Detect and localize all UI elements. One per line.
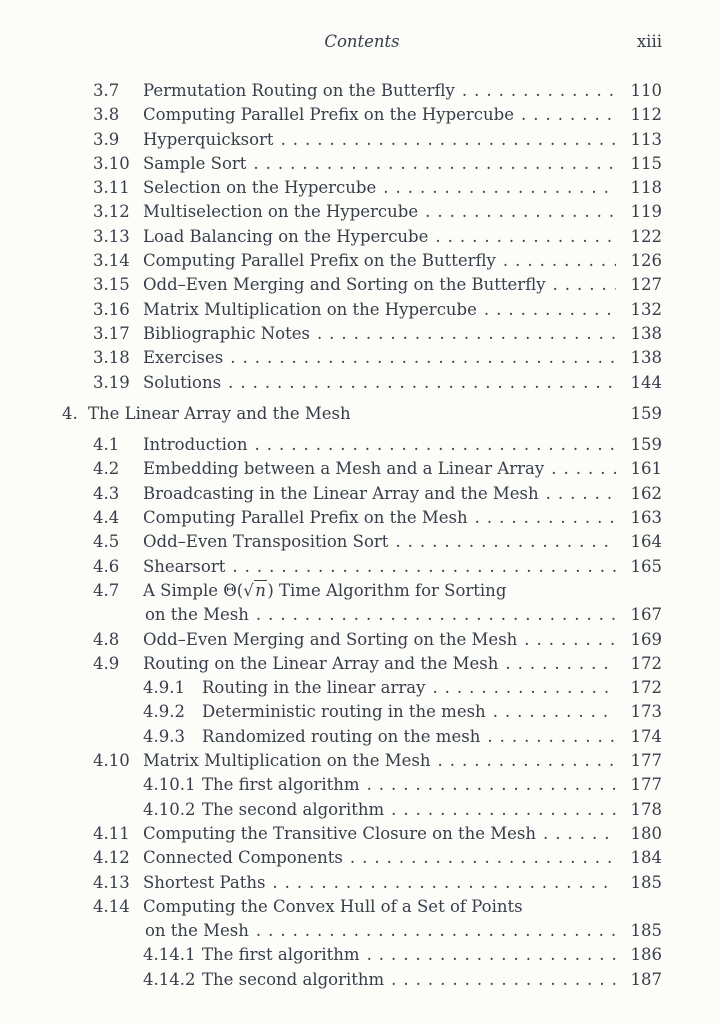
toc-entry	[93, 152, 662, 176]
dot-leader	[256, 919, 616, 943]
toc-entry	[93, 200, 662, 224]
entry-title: Multiselection on the Hypercube	[143, 202, 419, 222]
dot-leader	[484, 298, 616, 322]
toc-entry	[93, 652, 662, 676]
entry-title: Matrix Multiplication on the Mesh	[143, 751, 431, 771]
dot-leader	[425, 200, 616, 224]
entry-number: 3.18	[93, 348, 130, 368]
entry-page-number: 161	[630, 459, 662, 479]
toc-entry	[93, 506, 662, 530]
toc-entry	[93, 482, 662, 506]
sqrt-radicand: n	[255, 580, 266, 600]
entry-page-number: 162	[630, 483, 662, 503]
dot-leader	[255, 433, 617, 457]
table-of-contents	[62, 79, 662, 992]
entry-number: 3.9	[93, 129, 120, 149]
entry-number: 4.9.3	[143, 726, 185, 746]
entry-page-number: 167	[630, 605, 662, 625]
entry-number: 3.7	[93, 81, 120, 100]
entry-page-number: 113	[630, 129, 662, 149]
entry-number: 4.8	[93, 629, 120, 649]
entry-number: 3.19	[93, 372, 130, 392]
entry-title: Computing the Transitive Closure on the Mesh	[143, 823, 536, 843]
entry-title: Sample Sort	[143, 153, 247, 173]
dot-leader	[391, 968, 616, 992]
toc-subentry	[143, 700, 662, 724]
toc-entry	[93, 298, 662, 322]
entry-number: 4.11	[93, 823, 130, 843]
entry-title: Broadcasting in the Linear Array and the Mesh	[143, 483, 539, 503]
dot-leader	[524, 628, 616, 652]
entry-page-number: 174	[630, 726, 662, 746]
toc-entry	[93, 530, 662, 554]
toc-entry	[93, 846, 662, 870]
entry-page-number: 184	[630, 848, 662, 868]
toc-entry	[93, 579, 662, 603]
dot-leader	[367, 773, 616, 797]
entry-title: Matrix Multiplication on the Hypercube	[143, 299, 477, 319]
entry-number: 3.14	[93, 251, 130, 271]
toc-entry	[93, 79, 662, 103]
entry-page-number: 127	[630, 275, 662, 295]
dot-leader	[546, 482, 616, 506]
entry-title: Hyperquicksort	[143, 129, 274, 149]
dot-leader	[432, 676, 616, 700]
toc-subentry	[143, 943, 662, 967]
entry-page-number: 138	[630, 348, 662, 368]
entry-title: Permutation Routing on the Butterfly	[143, 81, 455, 100]
toc-entry	[93, 273, 662, 297]
entry-number: 4.10	[93, 751, 130, 771]
entry-title: Routing in the linear array	[202, 678, 426, 698]
dot-leader	[383, 176, 616, 200]
dot-leader	[551, 457, 616, 481]
toc-entry-continuation	[145, 919, 662, 943]
entry-page-number: 164	[630, 532, 662, 552]
entry-page-number: 110	[630, 81, 662, 100]
dot-leader	[493, 700, 616, 724]
entry-title: Computing Parallel Prefix on the Butterfly	[143, 251, 496, 271]
dot-leader	[228, 371, 616, 395]
entry-title: Shearsort	[143, 556, 226, 576]
entry-number: 4.10.1	[143, 775, 196, 795]
entry-number: 4.5	[93, 532, 120, 552]
entry-title: Load Balancing on the Hypercube	[143, 226, 429, 246]
toc-subentry	[143, 968, 662, 992]
entry-number: 4.9	[93, 653, 120, 673]
dot-leader	[462, 79, 616, 103]
entry-number: 3.8	[93, 105, 120, 125]
entry-number: 4.12	[93, 848, 130, 868]
entry-page-number: 115	[630, 153, 662, 173]
toc-subentry	[143, 798, 662, 822]
toc-subentry	[143, 725, 662, 749]
entry-number: 3.10	[93, 153, 130, 173]
entry-page-number: 112	[630, 105, 662, 125]
entry-title: Randomized routing on the mesh	[202, 726, 481, 746]
dot-leader	[438, 749, 616, 773]
entry-title: Connected Components	[143, 848, 343, 868]
entry-number: 4.3	[93, 483, 120, 503]
entry-title: Odd–Even Merging and Sorting on the Butterfly	[143, 275, 546, 295]
dot-leader	[503, 249, 616, 273]
entry-title: The second algorithm	[202, 799, 385, 819]
entry-page-number: 172	[630, 653, 662, 673]
entry-title: Routing on the Linear Array and the Mesh	[143, 653, 499, 673]
entry-number: 4.4	[93, 508, 120, 528]
running-head-title: Contents	[324, 32, 400, 51]
dot-leader	[543, 822, 616, 846]
entry-title: Introduction	[143, 435, 248, 455]
entry-page-number: 185	[630, 921, 662, 941]
dot-leader	[521, 103, 616, 127]
toc-entry	[93, 322, 662, 346]
toc-entry	[93, 433, 662, 457]
entry-title: Embedding between a Mesh and a Linear Array	[143, 459, 545, 479]
entry-number: 4.13	[93, 872, 130, 892]
entry-page-number: 172	[630, 678, 662, 698]
entry-page-number: 138	[630, 323, 662, 343]
entry-page-number: 119	[630, 202, 662, 222]
dot-leader	[435, 225, 616, 249]
entry-number: 4.14.1	[143, 945, 196, 965]
entry-title: Bibliographic Notes	[143, 323, 310, 343]
entry-title: Deterministic routing in the mesh	[202, 702, 486, 722]
entry-title: Shortest Paths	[143, 872, 266, 892]
entry-title: Exercises	[143, 348, 224, 368]
entry-number: 4.14.2	[143, 969, 196, 989]
toc-entry	[93, 871, 662, 895]
dot-leader	[281, 128, 616, 152]
entry-number: 3.16	[93, 299, 130, 319]
dot-leader	[317, 322, 616, 346]
entry-title: Computing the Convex Hull of a Set of Points	[143, 896, 523, 916]
dot-leader	[395, 530, 616, 554]
entry-title: A Simple Θ(√n) Time Algorithm for Sorting	[143, 580, 507, 600]
dot-leader	[350, 846, 616, 870]
entry-page-number: 180	[630, 823, 662, 843]
entry-title: The first algorithm	[202, 945, 360, 965]
dot-leader	[505, 652, 616, 676]
entry-number: 3.13	[93, 226, 130, 246]
entry-title: on the Mesh	[145, 921, 249, 941]
entry-page-number: 165	[630, 556, 662, 576]
entry-page-number: 187	[630, 969, 662, 989]
entry-number: 4.7	[93, 580, 120, 600]
entry-title: The Linear Array and the Mesh	[88, 403, 351, 423]
dot-leader	[272, 871, 616, 895]
entry-title: Odd–Even Transposition Sort	[143, 532, 389, 552]
toc-entry	[93, 176, 662, 200]
entry-title: The first algorithm	[202, 775, 360, 795]
entry-title: on the Mesh	[145, 605, 249, 625]
toc-entry	[93, 749, 662, 773]
entry-title: Computing Parallel Prefix on the Hypercube	[143, 105, 515, 125]
dot-leader	[553, 273, 616, 297]
entry-number: 3.17	[93, 323, 130, 343]
entry-page-number: 185	[630, 872, 662, 892]
entry-number: 4.6	[93, 556, 120, 576]
entry-page-number: 186	[630, 945, 662, 965]
entry-number: 4.	[62, 403, 78, 423]
dot-leader	[367, 943, 616, 967]
entry-page-number: 173	[630, 702, 662, 722]
dot-leader	[475, 506, 616, 530]
entry-title: Computing Parallel Prefix on the Mesh	[143, 508, 468, 528]
dot-leader	[487, 725, 616, 749]
running-header	[62, 33, 662, 57]
entry-page-number: 159	[630, 403, 662, 423]
entry-page-number: 132	[630, 299, 662, 319]
folio-page-number: xiii	[636, 32, 662, 51]
entry-page-number: 126	[630, 251, 662, 271]
toc-subentry	[143, 676, 662, 700]
dot-leader	[391, 798, 616, 822]
entry-page-number: 177	[630, 775, 662, 795]
toc-entry	[93, 555, 662, 579]
entry-page-number: 122	[630, 226, 662, 246]
toc-entry	[93, 822, 662, 846]
entry-number: 4.10.2	[143, 799, 196, 819]
toc-entry	[93, 371, 662, 395]
entry-number: 4.9.1	[143, 678, 185, 698]
toc-subentry	[143, 773, 662, 797]
toc-entry	[93, 628, 662, 652]
entry-page-number: 144	[630, 372, 662, 392]
entry-page-number: 118	[630, 178, 662, 198]
toc-entry-continuation	[145, 603, 662, 627]
dot-leader	[232, 555, 616, 579]
entry-page-number: 177	[630, 751, 662, 771]
dot-leader	[253, 152, 616, 176]
entry-page-number: 169	[630, 629, 662, 649]
toc-entry	[93, 225, 662, 249]
toc-entry	[93, 103, 662, 127]
entry-number: 4.1	[93, 435, 120, 455]
entry-number: 3.12	[93, 202, 130, 222]
entry-title: Selection on the Hypercube	[143, 178, 377, 198]
entry-page-number: 163	[630, 508, 662, 528]
toc-chapter-entry	[62, 402, 662, 426]
entry-title: Odd–Even Merging and Sorting on the Mesh	[143, 629, 518, 649]
entry-number: 4.9.2	[143, 702, 185, 722]
entry-page-number: 159	[630, 435, 662, 455]
entry-number: 3.15	[93, 275, 130, 295]
entry-number: 4.14	[93, 896, 130, 916]
entry-title: Solutions	[143, 372, 222, 392]
toc-entry	[93, 249, 662, 273]
entry-page-number: 178	[630, 799, 662, 819]
entry-number: 4.2	[93, 459, 120, 479]
toc-entry	[93, 457, 662, 481]
toc-entry	[93, 895, 662, 919]
toc-entry	[93, 346, 662, 370]
toc-entry	[93, 128, 662, 152]
dot-leader	[230, 346, 616, 370]
entry-title: The second algorithm	[202, 969, 385, 989]
dot-leader	[256, 603, 616, 627]
entry-number: 3.11	[93, 178, 130, 198]
